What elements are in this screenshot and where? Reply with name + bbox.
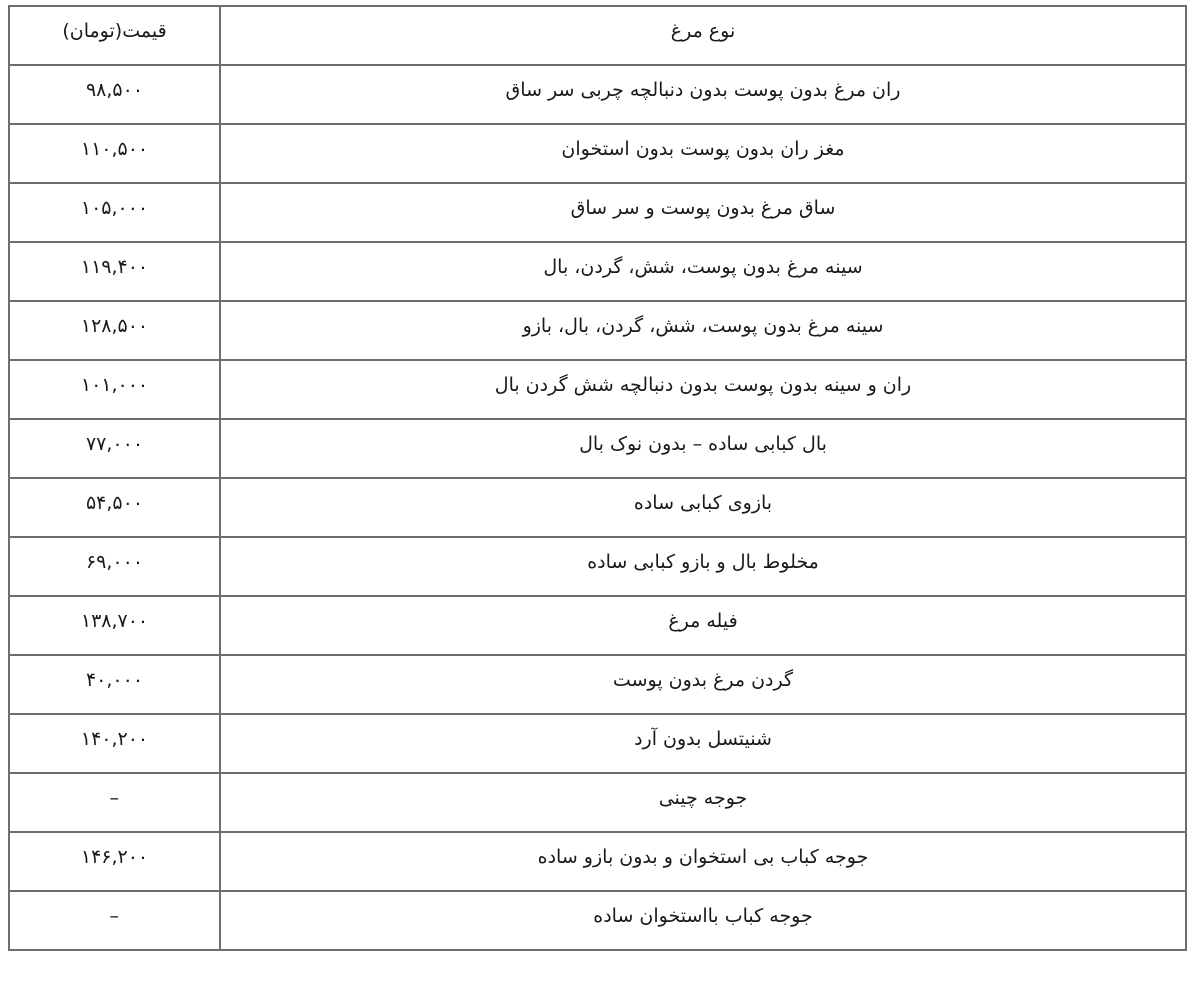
price-cell: ۱۰۵,۰۰۰ — [9, 183, 220, 242]
type-cell: شنیتسل بدون آرد — [220, 714, 1186, 773]
price-cell: ۱۲۸,۵۰۰ — [9, 301, 220, 360]
price-cell: ۹۸,۵۰۰ — [9, 65, 220, 124]
type-cell: سینه مرغ بدون پوست، شش، گردن، بال، بازو — [220, 301, 1186, 360]
price-cell: – — [9, 773, 220, 832]
price-cell: ۱۱۰,۵۰۰ — [9, 124, 220, 183]
table-row — [9, 301, 1186, 360]
table-row — [9, 65, 1186, 124]
table-row — [9, 891, 1186, 950]
type-cell: جوجه کباب بی استخوان و بدون بازو ساده — [220, 832, 1186, 891]
price-cell: ۷۷,۰۰۰ — [9, 419, 220, 478]
price-column-header: قیمت(تومان) — [9, 6, 220, 65]
type-cell: بازوی کبابی ساده — [220, 478, 1186, 537]
price-cell: ۶۹,۰۰۰ — [9, 537, 220, 596]
type-column-header: نوع مرغ — [220, 6, 1186, 65]
type-cell: ران مرغ بدون پوست بدون دنبالچه چربی سر ساق — [220, 65, 1186, 124]
price-cell: ۱۱۹,۴۰۰ — [9, 242, 220, 301]
price-cell: ۱۴۶,۲۰۰ — [9, 832, 220, 891]
table-row — [9, 183, 1186, 242]
price-cell: – — [9, 891, 220, 950]
type-cell: گردن مرغ بدون پوست — [220, 655, 1186, 714]
type-cell: فیله مرغ — [220, 596, 1186, 655]
price-cell: ۴۰,۰۰۰ — [9, 655, 220, 714]
price-cell: ۱۰۱,۰۰۰ — [9, 360, 220, 419]
type-cell: سینه مرغ بدون پوست، شش، گردن، بال — [220, 242, 1186, 301]
table-row — [9, 655, 1186, 714]
table-row — [9, 478, 1186, 537]
table-header-row — [9, 6, 1186, 65]
type-cell: مغز ران بدون پوست بدون استخوان — [220, 124, 1186, 183]
price-cell: ۵۴,۵۰۰ — [9, 478, 220, 537]
type-cell: ساق مرغ بدون پوست و سر ساق — [220, 183, 1186, 242]
type-cell: جوجه کباب بااستخوان ساده — [220, 891, 1186, 950]
price-cell: ۱۳۸,۷۰۰ — [9, 596, 220, 655]
table-row — [9, 832, 1186, 891]
chicken-price-table — [8, 5, 1187, 951]
table-row — [9, 124, 1186, 183]
table-row — [9, 773, 1186, 832]
table-row — [9, 242, 1186, 301]
table-row — [9, 360, 1186, 419]
type-cell: جوجه چینی — [220, 773, 1186, 832]
table-row — [9, 596, 1186, 655]
table-row — [9, 537, 1186, 596]
type-cell: بال کبابی ساده – بدون نوک بال — [220, 419, 1186, 478]
type-cell: ران و سینه بدون پوست بدون دنبالچه شش گردن بال — [220, 360, 1186, 419]
price-cell: ۱۴۰,۲۰۰ — [9, 714, 220, 773]
table-row — [9, 419, 1186, 478]
table-row — [9, 714, 1186, 773]
type-cell: مخلوط بال و بازو کبابی ساده — [220, 537, 1186, 596]
